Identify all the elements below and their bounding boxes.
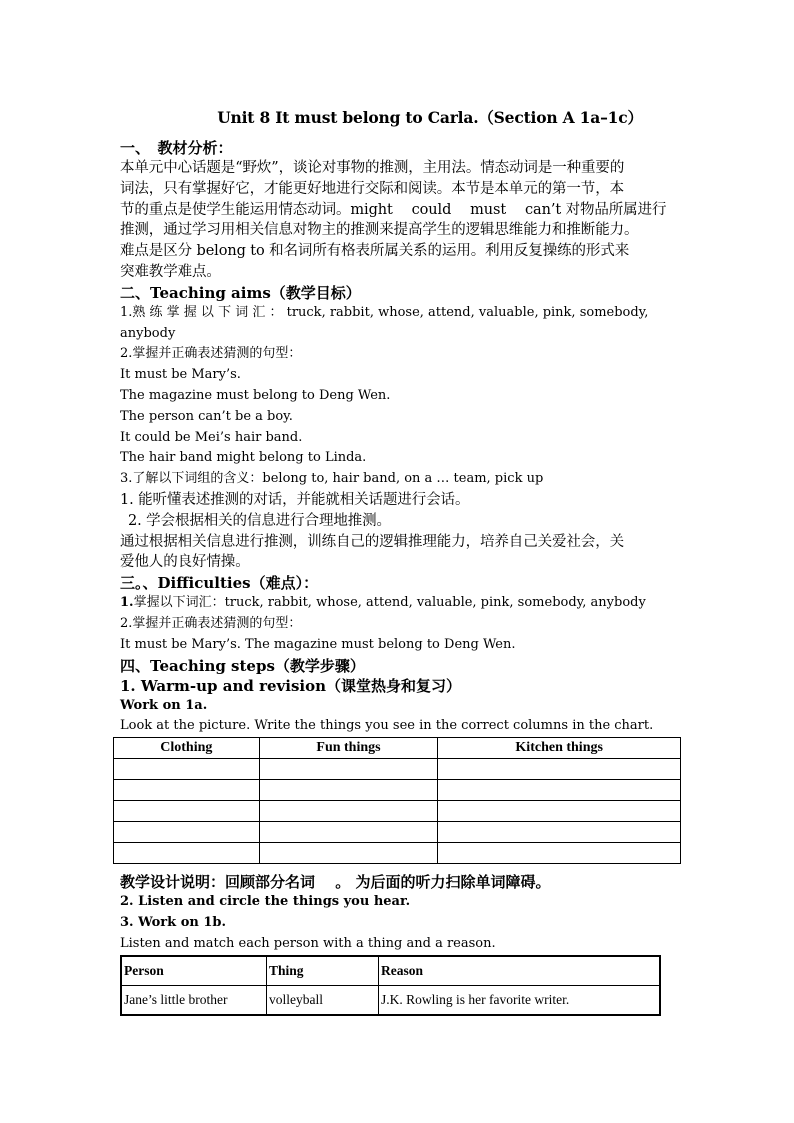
column-header-clothing: Clothing [114, 738, 260, 759]
step-3-heading: 3. Work on 1b. [120, 914, 226, 930]
table-row [114, 801, 681, 822]
table-cell[interactable] [438, 759, 681, 780]
example-sentence: It must be Mary’s. [120, 367, 241, 383]
table-cell[interactable] [259, 822, 438, 843]
difficulty-item-1 [120, 593, 680, 614]
table-row [121, 985, 660, 1015]
aim-item-2: 2.掌握并正确表述猜测的句型： [120, 346, 302, 362]
instruction-1b: Listen and match each person with a thing and a reason. [120, 935, 496, 951]
section-1-line: 突难教学难点。 [120, 263, 221, 280]
table-cell[interactable] [259, 801, 438, 822]
table-cell[interactable] [259, 780, 438, 801]
example-sentence: It could be Mei’s hair band. [120, 429, 303, 445]
page-title: Unit 8 It must belong to Carla.（Section A 1a–1c） [217, 108, 643, 127]
table-cell[interactable] [114, 780, 260, 801]
chart-table-1a [113, 737, 681, 864]
ability-item-2: 2. 学会根据相关的信息进行合理地推测。 [128, 512, 391, 529]
table-cell[interactable] [438, 822, 681, 843]
instruction-1a: Look at the picture. Write the things you see in the correct columns in the chart. [120, 718, 654, 734]
table-cell-person: Jane’s little brother [121, 985, 267, 1015]
difficulty-item-1-number: 1. [120, 595, 134, 611]
table-cell[interactable] [259, 843, 438, 864]
column-header-kitchen-things: Kitchen things [438, 738, 681, 759]
table-row [114, 780, 681, 801]
design-note: 教学设计说明：回顾部分名词 。 为后面的听力扫除单词障碍。 [120, 873, 551, 892]
table-cell-thing: volleyball [267, 985, 379, 1015]
table-cell-reason: J.K. Rowling is her favorite writer. [379, 985, 661, 1015]
table-cell[interactable] [114, 822, 260, 843]
column-header-fun-things: Fun things [259, 738, 438, 759]
section-1-line: 词法，只有掌握好它，才能更好地进行交际和阅读。本节是本单元的第一节，本 [120, 180, 624, 197]
table-cell[interactable] [438, 801, 681, 822]
table-row [114, 843, 681, 864]
difficulty-item-2: 2.掌握并正确表述猜测的句型： [120, 615, 302, 631]
column-header-thing: Thing [267, 956, 379, 986]
section-1-line: 本单元中心话题是“野炊”，谈论对事物的推测，主用法。情态动词是一种重要的 [120, 160, 625, 176]
table-row [114, 822, 681, 843]
step-1-heading: 1. Warm-up and revision（课堂热身和复习） [120, 676, 462, 695]
ability-item-1: 1. 能听懂表述推测的对话，并能就相关话题进行会话。 [120, 491, 470, 508]
column-header-reason: Reason [379, 956, 661, 986]
section-1-line: 节的重点是使学生能运用情态动词。might could must can’t 对物品所属进行 [120, 201, 667, 218]
table-cell[interactable] [114, 801, 260, 822]
aim-item-3: 3.了解以下词组的含义：belong to, hair band, on a … team, pick up [120, 471, 544, 487]
section-3-heading: 三。、Difficulties（难点）： [120, 574, 319, 593]
section-1-line: 难点是区分 belong to 和名词所有格表所属关系的运用。利用反复操练的形式来 [120, 243, 630, 260]
section-1-heading: 一、 教材分析： [120, 139, 233, 157]
example-sentence: The magazine must belong to Deng Wen. [120, 387, 391, 403]
table-cell[interactable] [438, 843, 681, 864]
step-2-heading: 2. Listen and circle the things you hear. [120, 894, 411, 910]
match-table-1b [120, 955, 661, 1016]
difficulty-example: It must be Mary’s. The magazine must belong to Deng Wen. [120, 636, 516, 652]
table-cell[interactable] [114, 759, 260, 780]
emotion-line: 爱他人的良好情操。 [120, 554, 250, 571]
emotion-line: 通过根据相关信息进行推测，训练自己的逻辑推理能力，培养自己关爱社会，关 [120, 533, 624, 550]
table-header-row [121, 956, 660, 986]
document-page [120, 106, 680, 1016]
aim-item-1-cont: anybody [120, 325, 176, 341]
table-cell[interactable] [259, 759, 438, 780]
table-header-row [114, 738, 681, 759]
difficulty-item-1-text: 掌握以下词汇：truck, rabbit, whose, attend, valuable, pink, somebody, anybody [133, 595, 646, 611]
section-2-heading: 二、Teaching aims（教学目标） [120, 283, 361, 302]
work-1a-label: Work on 1a. [120, 697, 208, 713]
aim-item-1: 1.熟 练 掌 握 以 下 词 汇 ： truck, rabbit, whose, attend, valuable, pink, somebody, [120, 304, 649, 320]
table-cell[interactable] [114, 843, 260, 864]
example-sentence: The person can’t be a boy. [120, 408, 293, 424]
example-sentence: The hair band might belong to Linda. [120, 450, 367, 466]
section-4-heading: 四、Teaching steps（教学步骤） [120, 656, 365, 675]
table-cell[interactable] [438, 780, 681, 801]
section-1-line: 推测，通过学习用相关信息对物主的推测来提高学生的逻辑思维能力和推断能力。 [120, 222, 639, 239]
table-row [114, 759, 681, 780]
column-header-person: Person [121, 956, 267, 986]
